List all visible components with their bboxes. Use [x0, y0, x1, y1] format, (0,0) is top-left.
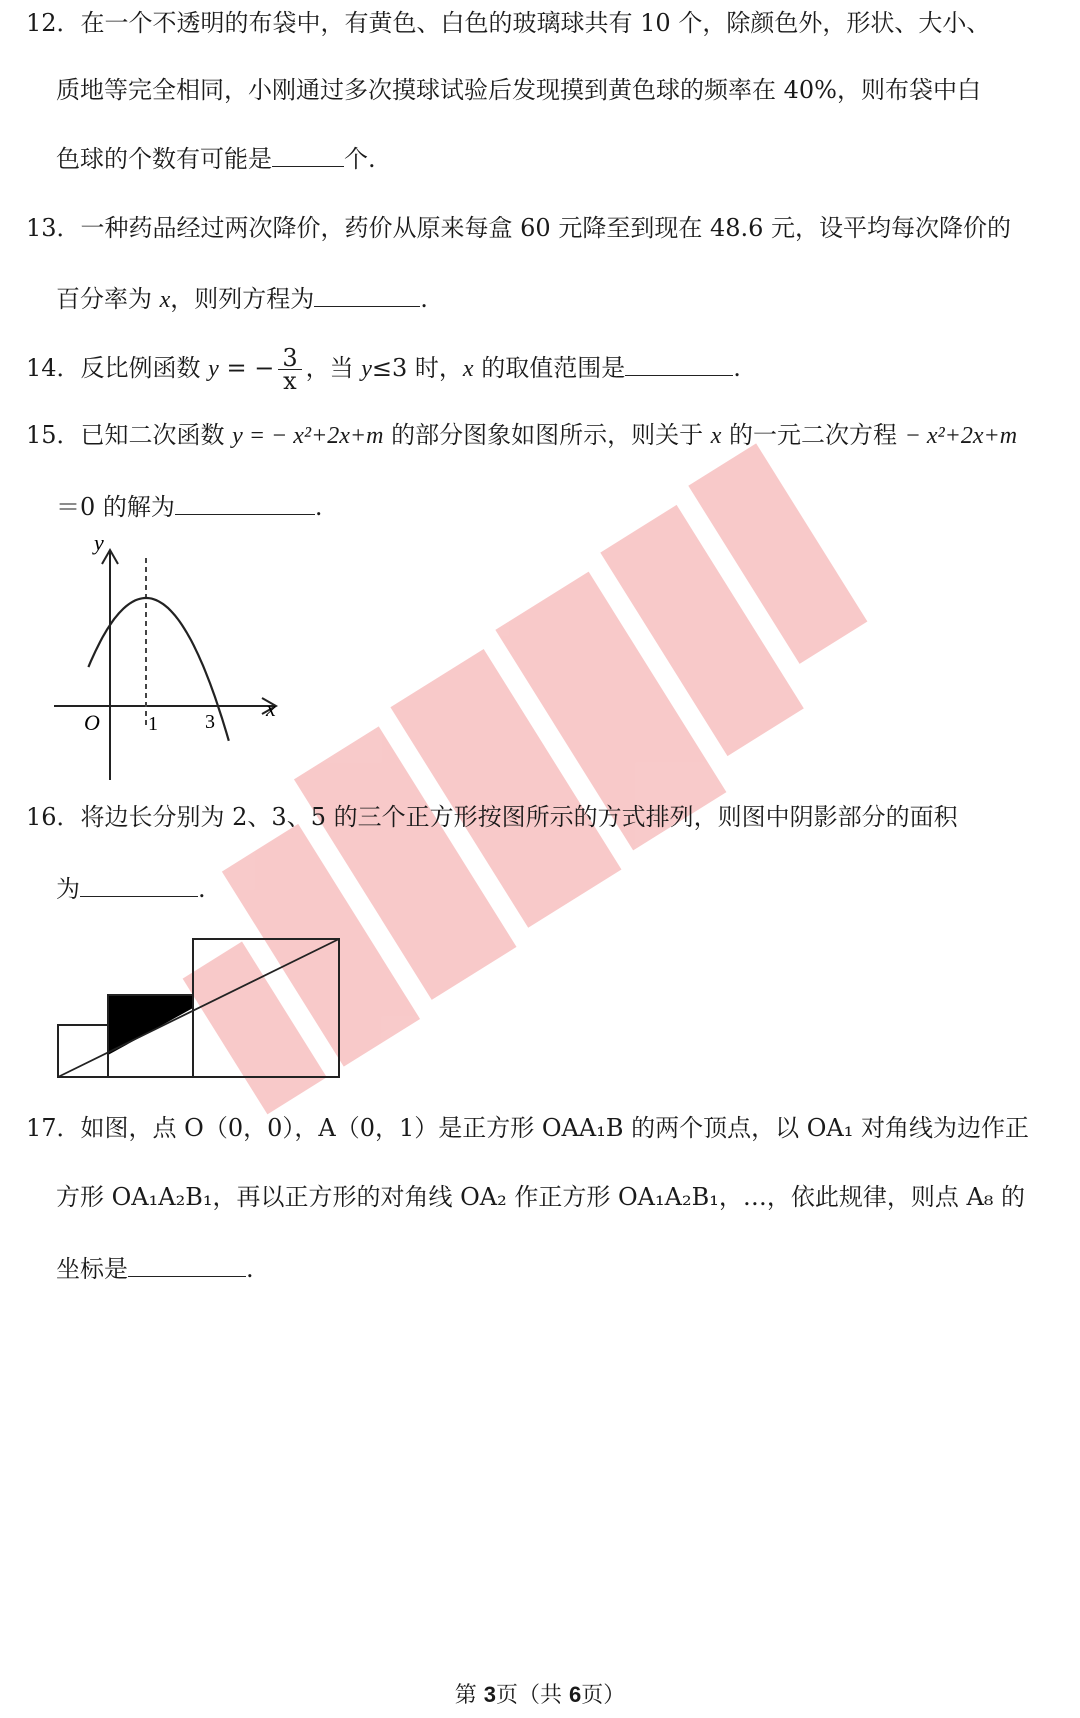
parabola-graph	[40, 540, 300, 790]
fraction-denominator: x	[283, 367, 297, 395]
footer-text-3: 页）	[581, 1683, 626, 1708]
q14-text: 14．反比例函数	[26, 354, 209, 382]
q17-line3	[56, 1252, 254, 1284]
fraction-numerator: 3	[278, 347, 301, 370]
q14-line	[26, 340, 741, 397]
page-number: 3	[483, 1682, 496, 1707]
q14-text-4: 的取值范围是	[473, 354, 626, 382]
q15-text: 15．已知二次函数	[26, 421, 233, 449]
axis-label-x: x	[266, 696, 276, 721]
q15-text-2: 的部分图象如图所示，则关于	[383, 421, 711, 449]
var-y-cond: y	[361, 356, 372, 382]
q13-line2	[56, 282, 428, 315]
total-pages: 6	[568, 1682, 582, 1707]
axis-label-y: y	[94, 540, 104, 555]
answer-blank-17[interactable]	[128, 1252, 246, 1277]
q16-end: .	[198, 875, 206, 903]
tick-label-1: 1	[148, 713, 158, 735]
squares-figure	[56, 932, 346, 1082]
q16-line1: 16．将边长分别为 2、3、5 的三个正方形按图所示的方式排列，则图中阴影部分的面积	[26, 803, 958, 831]
page-footer	[0, 1678, 1080, 1709]
q15-line1	[26, 420, 1017, 451]
fraction	[278, 344, 301, 395]
q15-text-4: ＝0 的解为	[56, 493, 175, 521]
function-expr: y = − x²+2x+m	[232, 423, 384, 449]
q15-text-3: 的一元二次方程	[721, 421, 905, 449]
diagonal-line	[58, 939, 339, 1077]
q14-text-2: ，当	[305, 354, 362, 382]
answer-blank-14[interactable]	[625, 351, 733, 376]
q12-text: 色球的个数有可能是	[56, 145, 272, 173]
footer-text-2: 页（共	[495, 1683, 569, 1708]
equation-expr: − x²+2x+m	[904, 423, 1018, 449]
q17-text: 坐标是	[56, 1255, 128, 1283]
var-x: x	[159, 287, 171, 313]
var-x: x	[710, 423, 722, 449]
q12-line1: 12．在一个不透明的布袋中，有黄色、白色的玻璃球共有 10 个，除颜色外，形状、大小、	[26, 9, 991, 37]
q15-line2	[56, 490, 323, 522]
q13-text: 百分率为	[56, 285, 160, 313]
square-side-2	[58, 1025, 108, 1077]
answer-blank-16[interactable]	[80, 872, 198, 897]
q12-line2: 质地等完全相同，小刚通过多次摸球试验后发现摸到黄色球的频率在 40%，则布袋中白	[56, 76, 981, 104]
q12-line3	[56, 142, 376, 174]
tick-label-3: 3	[205, 711, 215, 733]
square-side-5	[193, 939, 339, 1077]
q14-text-3: ≤3 时，	[371, 354, 463, 382]
answer-blank-15[interactable]	[175, 490, 315, 515]
q15-end: .	[314, 493, 323, 521]
q16-text: 为	[56, 875, 80, 903]
q17-end: .	[246, 1255, 254, 1283]
q14-end: .	[733, 354, 741, 382]
q13-line1: 13．一种药品经过两次降价，药价从原来每盒 60 元降至到现在 48.6 元，设平均每次降价的	[26, 214, 1012, 242]
origin-label: O	[84, 710, 100, 735]
q16-line2	[56, 872, 206, 904]
footer-text: 第	[454, 1683, 484, 1708]
q12-end: 个.	[344, 145, 376, 173]
var-y: y	[208, 356, 219, 382]
answer-blank-13[interactable]	[314, 282, 420, 307]
q17-line1: 17．如图，点 O（0，0），A（0，1）是正方形 OAA₁B 的两个顶点，以 OA₁ 对角线为边作正	[26, 1114, 1029, 1142]
q13-end: .	[420, 285, 428, 313]
var-x: x	[462, 356, 474, 382]
q13-text-2: ，则列方程为	[170, 285, 315, 313]
q17-line2: 方形 OA₁A₂B₁，再以正方形的对角线 OA₂ 作正方形 OA₁A₂B₁，…，依此规律，则点 A₈ 的	[56, 1183, 1026, 1211]
answer-blank-12[interactable]	[272, 142, 344, 167]
q14-eq: = −	[218, 354, 275, 382]
